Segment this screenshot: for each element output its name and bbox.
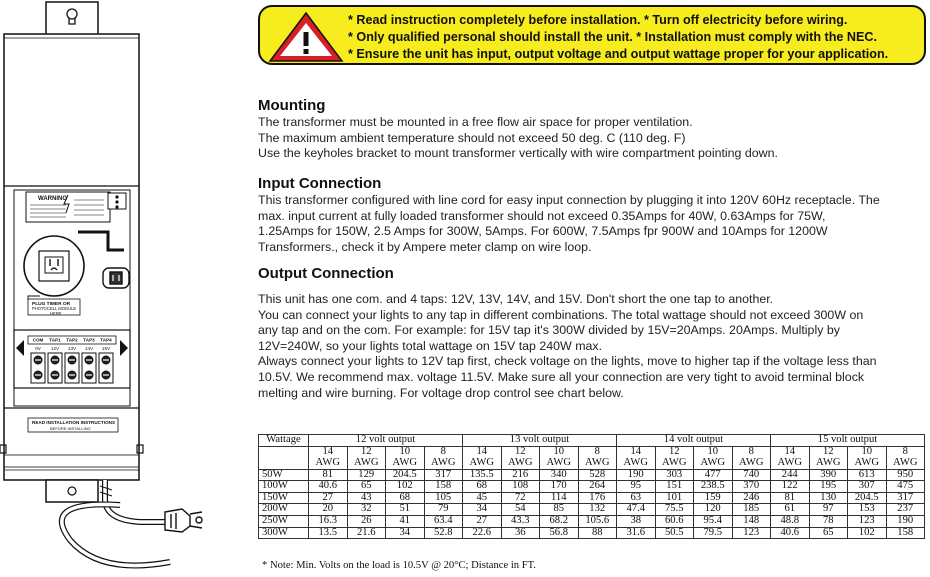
distance-cell: 204.5 [386, 469, 425, 481]
distance-cell: 68.2 [540, 515, 579, 527]
plug-label-line-1: PLUG TIMER OR [32, 302, 71, 307]
distance-cell: 475 [886, 481, 925, 493]
mounting-line-1: The transformer must be mounted in a free flow air space for proper ventilation. [258, 115, 693, 129]
output-line-4: 12V=240W, so your lights total wattage on 15V tap 240W max. [258, 338, 603, 353]
distance-cell: 244 [771, 469, 810, 481]
distance-cell: 370 [732, 481, 771, 493]
gauge-header-cell [386, 446, 425, 469]
distance-cell: 38 [617, 515, 656, 527]
wattage-cell: 300W [259, 527, 309, 539]
distance-cell: 88 [578, 527, 617, 539]
distance-cell: 26 [347, 515, 386, 527]
distance-cell: 40.6 [309, 481, 348, 493]
distance-cell: 390 [809, 469, 848, 481]
gauge-header-cell [809, 446, 848, 469]
distance-cell: 185 [732, 504, 771, 516]
gauge-header-cell [771, 446, 810, 469]
table-row [259, 504, 925, 516]
gauge-unit: AWG [354, 456, 379, 468]
safety-warning-banner [258, 5, 926, 65]
terminal-voltage: 0V [35, 346, 41, 351]
wattage-cell: 200W [259, 504, 309, 516]
distance-cell: 27 [463, 515, 502, 527]
distance-cell: 613 [848, 469, 887, 481]
input-line-4: Transformers., check it by Ampere meter clamp on wire loop. [258, 239, 592, 254]
distance-cell: 105 [424, 492, 463, 504]
plug-label-line-2: PHOTOCELL MODULE [32, 306, 77, 311]
distance-cell: 237 [886, 504, 925, 516]
gauge-header-row [259, 446, 925, 469]
table-row [259, 527, 925, 539]
grommet-icon [103, 268, 129, 288]
distance-cell: 50.5 [655, 527, 694, 539]
gauge-unit: AWG [700, 456, 725, 468]
transformer-drawing [0, 0, 250, 577]
install-label-line-1: READ INSTALLATION INSTRUCTIONS [32, 420, 116, 425]
distance-cell: 101 [655, 492, 694, 504]
terminal-label: TAP1 [49, 337, 61, 343]
distance-cell: 36 [501, 527, 540, 539]
distance-cell: 123 [848, 515, 887, 527]
distance-cell: 13.5 [309, 527, 348, 539]
distance-cell: 68 [386, 492, 425, 504]
terminal-voltage: 14V [84, 346, 94, 351]
distance-cell: 32 [347, 504, 386, 516]
distance-cell: 48.8 [771, 515, 810, 527]
output-line-5: Always connect your lights to 12V tap first, check voltage on the lights, move to higher tap if the voltage less than [258, 354, 877, 369]
distance-cell: 52.8 [424, 527, 463, 539]
gauge-header-cell [309, 446, 348, 469]
gauge-unit: AWG [585, 456, 610, 468]
distance-cell: 43.3 [501, 515, 540, 527]
distance-cell: 151 [655, 481, 694, 493]
gauge-header-cell [617, 446, 656, 469]
distance-cell: 34 [463, 504, 502, 516]
table-note: * Note: Min. Volts on the load is 10.5V @ 20°C; Distance in FT. [262, 560, 536, 571]
table-row [259, 492, 925, 504]
distance-cell: 528 [578, 469, 617, 481]
gauge-unit: AWG [777, 456, 802, 468]
distance-cell: 190 [617, 469, 656, 481]
output-line-6: 10.5V. We recommend max. voltage 11.5V. Make sure all your connection are very tight to avoid terminal block [258, 369, 865, 384]
plug-label-line-3: HERE [50, 311, 62, 316]
distance-cell: 41 [386, 515, 425, 527]
distance-cell: 238.5 [694, 481, 733, 493]
distance-cell: 108 [501, 481, 540, 493]
terminal-voltage: 12V [50, 346, 60, 351]
distance-cell: 72 [501, 492, 540, 504]
distance-cell: 63 [617, 492, 656, 504]
gauge-number: 10 [707, 446, 719, 457]
gauge-number: 10 [399, 446, 411, 457]
mounting-heading: Mounting [258, 97, 326, 114]
wattage-cell: 250W [259, 515, 309, 527]
distance-cell: 79 [424, 504, 463, 516]
gauge-header-cell [347, 446, 386, 469]
distance-cell: 40.6 [771, 527, 810, 539]
gauge-unit: AWG [739, 456, 764, 468]
gauge-header-cell [694, 446, 733, 469]
distance-cell: 132 [578, 504, 617, 516]
wattage-cell: 100W [259, 481, 309, 493]
voltage-group-header: 13 volt output [463, 435, 617, 447]
distance-cell: 122 [771, 481, 810, 493]
gauge-number: 10 [553, 446, 565, 457]
distance-cell: 31.6 [617, 527, 656, 539]
gauge-number: 12 [822, 446, 834, 457]
output-line-2: You can connect your lights to any tap in different combinations. The total wattage should not exceed 300W on [258, 307, 864, 322]
gauge-unit: AWG [854, 456, 879, 468]
voltage-group-header: 14 volt output [617, 435, 771, 447]
distance-cell: 27 [309, 492, 348, 504]
input-connection-section [258, 175, 930, 255]
voltage-group-header: 15 volt output [771, 435, 925, 447]
distance-cell: 65 [809, 527, 848, 539]
distance-cell: 56.8 [540, 527, 579, 539]
distance-cell: 303 [655, 469, 694, 481]
distance-cell: 123 [732, 527, 771, 539]
gauge-header-cell [578, 446, 617, 469]
device-warning-label: WARNING [38, 196, 67, 202]
voltage-group-header: 12 volt output [309, 435, 463, 447]
gauge-header-cell [424, 446, 463, 469]
gauge-header-cell [501, 446, 540, 469]
table-row [259, 469, 925, 481]
output-line-1: This unit has one com. and 4 taps: 12V, 13V, 14V, and 15V. Don't short the one tap to another. [258, 292, 774, 306]
output-heading: Output Connection [258, 265, 394, 282]
distance-cell: 129 [347, 469, 386, 481]
distance-cell: 135.5 [463, 469, 502, 481]
gauge-number: 8 [902, 446, 908, 457]
distance-cell: 340 [540, 469, 579, 481]
terminal-voltage: 15V [101, 346, 111, 351]
distance-cell: 102 [848, 527, 887, 539]
distance-cell: 81 [771, 492, 810, 504]
gauge-number: 14 [784, 446, 796, 457]
gauge-unit: AWG [623, 456, 648, 468]
output-line-7: melting and wire burning. For voltage drop control see chart below. [258, 385, 624, 400]
output-line-3: any tap and on the com. For example: for 15V tap it's 300W divided by 15V=20Amps. 20Amps. Multiply by [258, 323, 840, 338]
distance-cell: 16.3 [309, 515, 348, 527]
distance-cell: 61 [771, 504, 810, 516]
terminal-label: TAP4 [100, 337, 112, 343]
gauge-header-cell [655, 446, 694, 469]
gauge-number: 14 [322, 446, 334, 457]
output-connection-section [258, 265, 930, 401]
distance-cell: 317 [886, 492, 925, 504]
gauge-number: 14 [630, 446, 642, 457]
voltage-drop-table [258, 434, 925, 539]
gauge-unit: AWG [816, 456, 841, 468]
gauge-number: 14 [476, 446, 488, 457]
distance-cell: 317 [424, 469, 463, 481]
distance-cell: 78 [809, 515, 848, 527]
distance-cell: 148 [732, 515, 771, 527]
gauge-number: 8 [594, 446, 600, 457]
distance-cell: 158 [424, 481, 463, 493]
distance-cell: 114 [540, 492, 579, 504]
distance-cell: 97 [809, 504, 848, 516]
distance-cell: 170 [540, 481, 579, 493]
distance-cell: 65 [347, 481, 386, 493]
distance-cell: 85 [540, 504, 579, 516]
plug-icon [165, 509, 202, 532]
distance-cell: 95 [617, 481, 656, 493]
distance-cell: 63.4 [424, 515, 463, 527]
distance-cell: 190 [886, 515, 925, 527]
gauge-number: 12 [514, 446, 526, 457]
warning-line-1: * Read instruction completely before installation. * Turn off electricity before wiring. [348, 13, 848, 27]
table-header-row [259, 435, 925, 447]
distance-cell: 950 [886, 469, 925, 481]
distance-cell: 176 [578, 492, 617, 504]
terminal-label: TAP3 [83, 337, 95, 343]
gauge-header-cell [886, 446, 925, 469]
input-line-3: 1.25Amps for 150W, 2.5 Amps for 300W, 5Amps. For 600W, 7.5Amps fpr 900W and 10Amps for 1200W [258, 224, 828, 239]
distance-cell: 81 [309, 469, 348, 481]
gauge-unit: AWG [893, 456, 918, 468]
warning-triangle-icon [268, 11, 344, 63]
terminal-label: TAP2 [66, 337, 78, 343]
input-heading: Input Connection [258, 175, 382, 192]
gauge-unit: AWG [662, 456, 687, 468]
gauge-unit: AWG [508, 456, 533, 468]
gauge-unit: AWG [392, 456, 417, 468]
gauge-unit: AWG [315, 456, 340, 468]
distance-cell: 51 [386, 504, 425, 516]
gauge-header-cell [732, 446, 771, 469]
mounting-section [258, 97, 930, 162]
distance-cell: 120 [694, 504, 733, 516]
distance-cell: 43 [347, 492, 386, 504]
distance-cell: 246 [732, 492, 771, 504]
distance-cell: 153 [848, 504, 887, 516]
input-line-1: This transformer configured with line cord for easy input connection by plugging it into 120V 60Hz receptacle. The [258, 193, 880, 207]
distance-cell: 68 [463, 481, 502, 493]
gauge-empty-cell [259, 446, 309, 469]
distance-cell: 307 [848, 481, 887, 493]
distance-cell: 195 [809, 481, 848, 493]
gauge-number: 8 [748, 446, 754, 457]
warning-line-2: * Only qualified personal should install the unit. * Installation must comply with the NEC. [348, 30, 877, 44]
terminal-label: COM [32, 337, 44, 343]
gauge-number: 8 [440, 446, 446, 457]
gauge-unit: AWG [546, 456, 571, 468]
wattage-cell: 50W [259, 469, 309, 481]
distance-cell: 47.4 [617, 504, 656, 516]
distance-cell: 34 [386, 527, 425, 539]
table-corner-cell: Wattage [259, 435, 309, 447]
distance-cell: 79.5 [694, 527, 733, 539]
distance-cell: 204.5 [848, 492, 887, 504]
distance-cell: 159 [694, 492, 733, 504]
mounting-line-3: Use the keyholes bracket to mount transformer vertically with wire compartment pointing down. [258, 146, 778, 161]
distance-cell: 21.6 [347, 527, 386, 539]
gauge-unit: AWG [469, 456, 494, 468]
gauge-number: 12 [360, 446, 372, 457]
distance-cell: 130 [809, 492, 848, 504]
distance-cell: 22.6 [463, 527, 502, 539]
gauge-unit: AWG [431, 456, 456, 468]
gauge-number: 10 [861, 446, 873, 457]
gauge-header-cell [848, 446, 887, 469]
distance-cell: 102 [386, 481, 425, 493]
table-row [259, 481, 925, 493]
distance-cell: 95.4 [694, 515, 733, 527]
distance-cell: 158 [886, 527, 925, 539]
gauge-header-cell [463, 446, 502, 469]
input-line-2: max. input current at fully loaded transformer should not exceed 0.35Amps for 40W, 0.63Amps for 75W, [258, 208, 826, 223]
distance-cell: 477 [694, 469, 733, 481]
wattage-cell: 150W [259, 492, 309, 504]
distance-cell: 60.6 [655, 515, 694, 527]
gauge-number: 12 [668, 446, 680, 457]
distance-cell: 216 [501, 469, 540, 481]
mounting-line-2: The maximum ambient temperature should not exceed 50 deg. C (110 deg. F) [258, 130, 686, 145]
warning-line-3: * Ensure the unit has input, output voltage and output wattage proper for your application. [348, 47, 889, 61]
terminal-voltage: 13V [67, 346, 77, 351]
distance-cell: 740 [732, 469, 771, 481]
gauge-header-cell [540, 446, 579, 469]
distance-cell: 264 [578, 481, 617, 493]
distance-cell: 54 [501, 504, 540, 516]
distance-cell: 20 [309, 504, 348, 516]
install-label-line-2: BEFORE INSTALLING [50, 426, 91, 431]
distance-cell: 75.5 [655, 504, 694, 516]
distance-cell: 45 [463, 492, 502, 504]
distance-cell: 105.6 [578, 515, 617, 527]
table-row [259, 515, 925, 527]
